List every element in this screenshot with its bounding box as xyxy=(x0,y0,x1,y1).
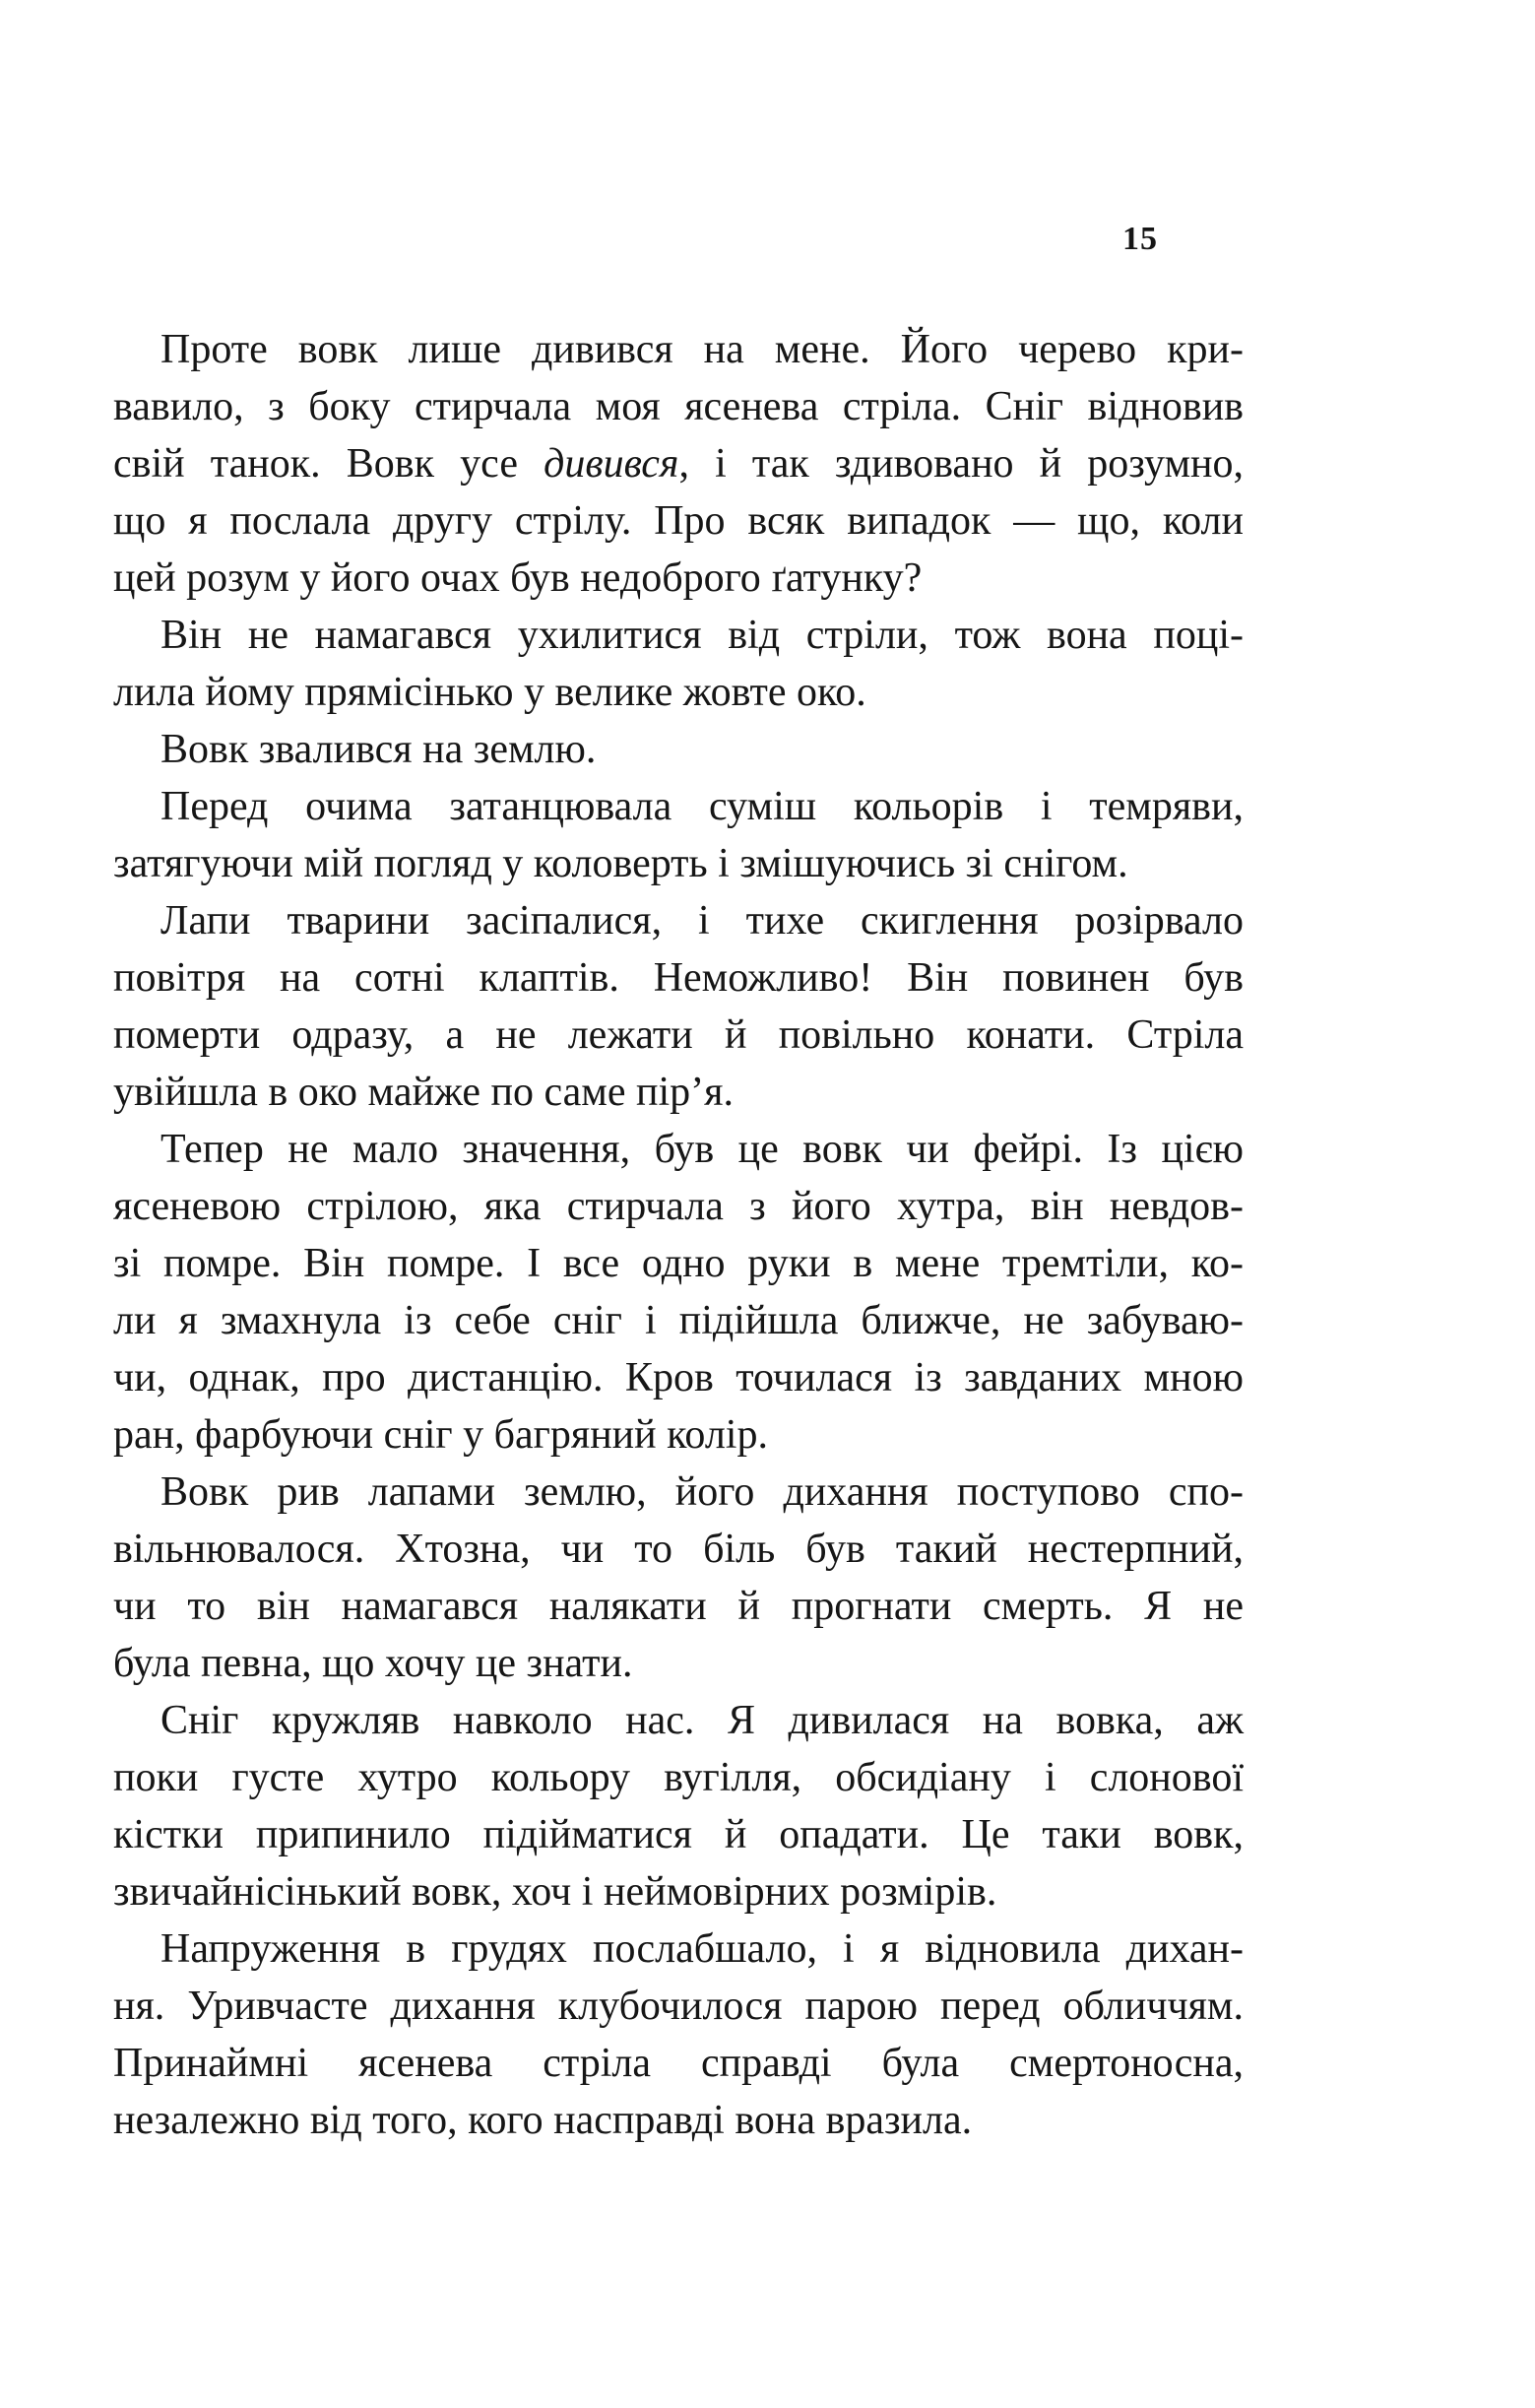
text-line xyxy=(113,1235,1244,1292)
text-segment: увійшла в око майже по саме пір’я. xyxy=(113,1070,734,1115)
page-number: 15 xyxy=(1122,221,1158,257)
text-segment: Сніг кружляв навколо нас. Я дивилася на вовка, аж xyxy=(160,1698,1244,1743)
text-line xyxy=(113,1692,1244,1749)
text-line xyxy=(113,1292,1244,1349)
text-line xyxy=(113,550,1244,607)
text-segment: зі помре. Він помре. І все одно руки в мене тремтіли, ко- xyxy=(113,1241,1244,1286)
text-segment: чи то він намагався налякати й прогнати смерть. Я не xyxy=(113,1584,1244,1629)
text-segment: цей розум у його очах був недоброго ґатунку? xyxy=(113,555,923,601)
text-segment: ня. Уривчасте дихання клубочилося парою перед обличчям. xyxy=(113,1984,1244,2029)
paragraph xyxy=(113,892,1244,1121)
text-line xyxy=(113,321,1244,378)
text-line xyxy=(113,492,1244,550)
text-segment: вавило, з боку стирчала моя ясенева стріла. Сніг відновив xyxy=(113,384,1244,429)
text-segment: Вовк рив лапами землю, його дихання поступово спо- xyxy=(160,1469,1244,1515)
paragraph xyxy=(113,778,1244,892)
text-segment: незалежно від того, кого насправді вона вразила. xyxy=(113,2098,973,2143)
text-segment: звичайнісінький вовк, хоч і неймовірних розмірів. xyxy=(113,1869,997,1915)
paragraph xyxy=(113,1920,1244,2149)
text-line xyxy=(113,1064,1244,1121)
text-line xyxy=(113,949,1244,1007)
text-segment: Напруження в грудях послабшало, і я відновила дихан- xyxy=(160,1926,1244,1972)
text-segment: ран, фарбуючи сніг у багряний колір. xyxy=(113,1412,768,1458)
text-line xyxy=(113,1920,1244,1978)
text-segment: повітря на сотні клаптів. Неможливо! Він повинен був xyxy=(113,955,1244,1001)
text-line xyxy=(113,2035,1244,2092)
text-line xyxy=(113,1749,1244,1806)
text-segment: Вовк звалився на землю. xyxy=(160,727,597,772)
text-line xyxy=(113,607,1244,664)
paragraph xyxy=(113,607,1244,721)
text-line xyxy=(113,664,1244,721)
italic-text: дивився xyxy=(544,441,679,487)
text-segment: Лапи тварини засіпалися, і тихе скиглення розірвало xyxy=(160,898,1244,944)
text-line xyxy=(113,378,1244,435)
paragraph xyxy=(113,1464,1244,1692)
text-line xyxy=(113,435,1244,492)
text-line xyxy=(113,1806,1244,1863)
text-segment: була певна, що хочу це знати. xyxy=(113,1641,633,1686)
text-line xyxy=(113,1406,1244,1464)
text-line xyxy=(113,778,1244,835)
paragraph xyxy=(113,721,1244,778)
text-segment: чи, однак, про дистанцію. Кров точилася із завданих мною xyxy=(113,1355,1244,1400)
text-line xyxy=(113,1578,1244,1635)
text-segment: Тепер не мало значення, був це вовк чи фейрі. Із цією xyxy=(160,1127,1244,1172)
text-segment: лила йому прямісінько у велике жовте око. xyxy=(113,670,866,715)
paragraph xyxy=(113,1692,1244,1920)
text-line xyxy=(113,2092,1244,2149)
text-line xyxy=(113,1007,1244,1064)
text-line xyxy=(113,1464,1244,1521)
text-segment: Проте вовк лише дивився на мене. Його черево кри- xyxy=(160,327,1244,372)
text-segment: Він не намагався ухилитися від стріли, тож вона поці- xyxy=(160,613,1244,658)
text-line xyxy=(113,1121,1244,1178)
text-line xyxy=(113,1635,1244,1692)
text-line xyxy=(113,1349,1244,1406)
paragraph xyxy=(113,1121,1244,1464)
text-block xyxy=(113,321,1244,2149)
text-line xyxy=(113,1521,1244,1578)
text-segment: свій танок. Вовк усе xyxy=(113,441,544,487)
text-segment: Перед очима затанцювала суміш кольорів і темряви, xyxy=(160,784,1244,829)
text-line xyxy=(113,892,1244,949)
text-segment: ясеневою стрілою, яка стирчала з його хутра, він невдов- xyxy=(113,1184,1244,1229)
text-segment: ли я змахнула із себе сніг і підійшла ближче, не забуваю- xyxy=(113,1298,1244,1343)
text-segment: вільнювалося. Хтозна, чи то біль був такий нестерпний, xyxy=(113,1527,1244,1572)
text-line xyxy=(113,1978,1244,2035)
text-segment: померти одразу, а не лежати й повільно конати. Стріла xyxy=(113,1012,1244,1058)
text-segment: кістки припинило підійматися й опадати. Це таки вовк, xyxy=(113,1812,1244,1857)
text-segment: Принаймні ясенева стріла справді була смертоносна, xyxy=(113,2041,1244,2086)
text-line xyxy=(113,835,1244,892)
text-line xyxy=(113,1863,1244,1920)
text-segment: що я послала другу стрілу. Про всяк випадок — що, коли xyxy=(113,498,1244,544)
text-segment: поки густе хутро кольору вугілля, обсидіану і слонової xyxy=(113,1755,1244,1800)
text-segment: , і так здивовано й розумно, xyxy=(678,441,1245,487)
text-segment: затягуючи мій погляд у коловерть і змішуючись зі снігом. xyxy=(113,841,1128,886)
paragraph xyxy=(113,321,1244,607)
text-line xyxy=(113,1178,1244,1235)
text-line xyxy=(113,721,1244,778)
